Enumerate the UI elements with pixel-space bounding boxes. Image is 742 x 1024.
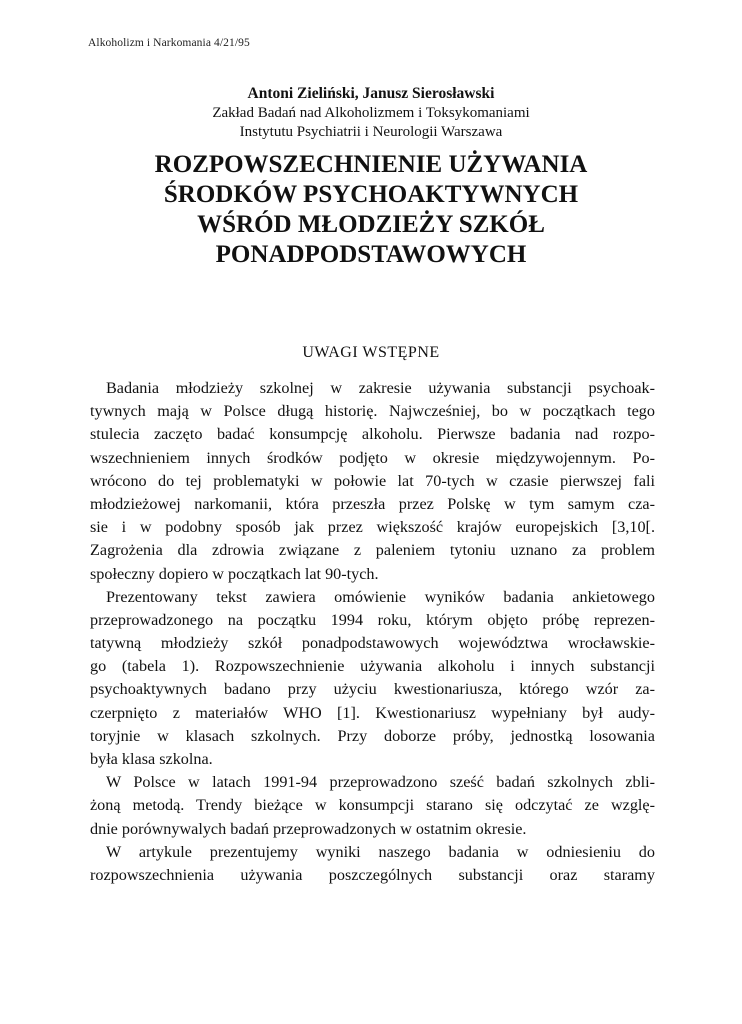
text-line: społeczny dopiero w początkach lat 90-tych. <box>90 564 379 583</box>
text-line: Badania młodzieży szkolnej w zakresie używania substancji psychoak- <box>106 379 655 397</box>
text-line: wrócono do tej problematyki w połowie lat 70-tych w czasie pierwszej fali <box>90 471 655 490</box>
text-line: go (tabela 1). Rozpowszechnienie używania alkoholu i innych substancji <box>90 657 655 676</box>
text-line: toryjnie w klasach szkolnych. Przy doborze próby, jednostką losowania <box>90 726 655 745</box>
text-line: dnie porównywalych badań przeprowadzonych w ostatnim okresie. <box>90 819 527 838</box>
text-line: wszechnieniem innych środków podjęto w okresie międzywojennym. Po- <box>90 448 655 467</box>
text-line: sie i w podobny sposób jak przez większość krajów europejskich [3,10[. <box>90 518 655 537</box>
text-line: psychoaktywnych badano przy użyciu kwestionariusza, którego wzór za- <box>90 680 655 699</box>
authors: Antoni Zieliński, Janusz Sierosławski <box>247 85 495 102</box>
article-title <box>0 150 742 270</box>
text-line: była klasa szkolna. <box>90 750 213 768</box>
text-line: młodzieżowej narkomanii, która przeszła przez Polskę w tym samym cza- <box>90 494 655 513</box>
body-text <box>90 377 655 887</box>
affiliation-line-2: Instytutu Psychiatrii i Neurologii Warszawa <box>239 124 503 140</box>
text-line: czerpnięto z materiałów WHO [1]. Kwestionariusz wypełniany był audy- <box>90 703 655 722</box>
text-line: stulecia zaczęto badać konsumpcję alkoholu. Pierwsze badania nad rozpo- <box>90 425 655 444</box>
title-line: ROZPOWSZECHNIENIE UŻYWANIA <box>154 151 588 178</box>
text-line: tatywną młodzieży szkół ponadpodstawowych województwa wrocławskie- <box>90 634 655 653</box>
running-head: Alkoholizm i Narkomania 4/21/95 <box>88 37 250 49</box>
affiliation-line-1: Zakład Badań nad Alkoholizmem i Toksykomaniami <box>212 105 530 121</box>
text-line: przeprowadzonego na początku 1994 roku, którym objęto próbę reprezen- <box>90 610 655 629</box>
text-line: Prezentowany tekst zawiera omówienie wyników badania ankietowego <box>106 587 655 606</box>
title-line: PONADPODSTAWOWYCH <box>215 241 527 268</box>
text-line: W artykule prezentujemy wyniki naszego badania w odniesieniu do <box>106 842 655 861</box>
title-line: WŚRÓD MŁODZIEŻY SZKÓŁ <box>197 211 545 238</box>
text-line: Zagrożenia dla zdrowia związane z paleniem tytoniu uznano za problem <box>90 541 655 560</box>
text-line: żoną metodą. Trendy bieżące w konsumpcji starano się odczytać ze wzglę- <box>90 796 655 815</box>
title-line: ŚRODKÓW PSYCHOAKTYWNYCH <box>163 181 579 208</box>
text-line: tywnych mają w Polsce długą historię. Najwcześniej, bo w początkach tego <box>90 402 655 421</box>
section-heading: UWAGI WSTĘPNE <box>302 344 440 361</box>
text-line: W Polsce w latach 1991-94 przeprowadzono sześć badań szkolnych zbli- <box>106 773 655 792</box>
text-line: rozpowszechnienia używania poszczególnych substancji oraz staramy <box>90 865 655 884</box>
